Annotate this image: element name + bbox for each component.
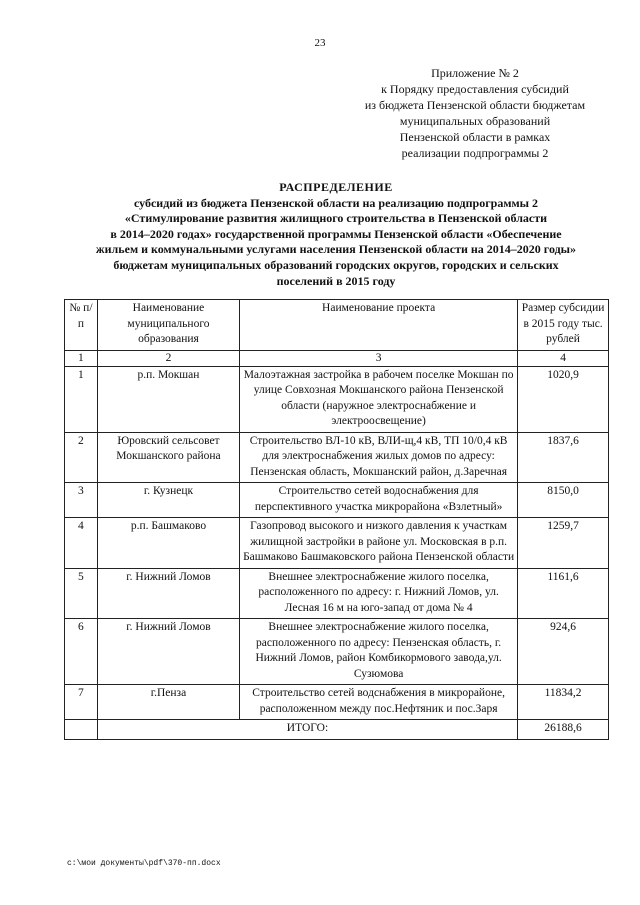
- table-row: [65, 483, 609, 518]
- row-amount: 1837,6: [518, 432, 609, 483]
- appendix-line: Приложение № 2: [431, 66, 519, 80]
- heading-line: в 2014–2020 годах» государственной программы Пензенской области «Обеспечение: [110, 226, 562, 241]
- footer-file-path: c:\мои документы\pdf\370-пп.docx: [67, 859, 221, 868]
- total-row: [65, 720, 609, 740]
- header-amount: Размер субсидии в 2015 году тыс. рублей: [518, 300, 609, 351]
- row-number: 1: [65, 366, 98, 432]
- row-project: Малоэтажная застройка в рабочем поселке Мокшан по улице Совхозная Мокшанского района Пензенской области (наружное электроснабжение и электроосвещение): [240, 366, 518, 432]
- appendix-line: муниципальных образований: [399, 114, 551, 128]
- column-number: 3: [240, 350, 518, 366]
- header-municipality: Наименование муниципального образования: [97, 300, 239, 351]
- row-municipality: р.п. Башмаково: [97, 518, 239, 569]
- row-project: Строительство ВЛ-10 кВ, ВЛИ-щ,4 кВ, ТП 10/0,4 кВ для электроснабжения жилых домов по адресу: Пензенская область, Мокшанский район, д.Заречная: [240, 432, 518, 483]
- total-label: ИТОГО:: [97, 720, 517, 740]
- heading-line: «Стимулирование развития жилищного строительства в Пензенской области: [124, 211, 548, 226]
- document-title: РАСПРЕДЕЛЕНИЕ: [279, 180, 393, 194]
- row-project: Строительство сетей водоснабжения для перспективного участка микрорайона «Взлетный»: [240, 483, 518, 518]
- row-project: Газопровод высокого и низкого давления к участкам жилищной застройки в районе ул. Московская в р.п. Башмаково Башмаковского района Пензенской области: [240, 518, 518, 569]
- row-amount: 1161,6: [518, 568, 609, 619]
- row-project: Внешнее электроснабжение жилого поселка, расположенного по адресу: г. Нижний Ломов, ул. Лесная 16 м на юго-запад от дома № 4: [240, 568, 518, 619]
- row-municipality: р.п. Мокшан: [97, 366, 239, 432]
- row-municipality: г. Нижний Ломов: [97, 619, 239, 685]
- column-number-row: [65, 350, 609, 366]
- column-number: 2: [97, 350, 239, 366]
- header-number: № п/п: [65, 300, 98, 351]
- total-amount: 26188,6: [518, 720, 609, 740]
- row-municipality: г.Пенза: [97, 685, 239, 720]
- table-row: [65, 432, 609, 483]
- heading-line: поселений в 2015 году: [276, 273, 396, 288]
- row-number: 6: [65, 619, 98, 685]
- column-number: 4: [518, 350, 609, 366]
- row-municipality: г. Нижний Ломов: [97, 568, 239, 619]
- document-heading: [64, 180, 608, 289]
- header-project: Наименование проекта: [240, 300, 518, 351]
- table-row: [65, 366, 609, 432]
- appendix-line: Пензенской области в рамках: [399, 130, 551, 144]
- row-number: 7: [65, 685, 98, 720]
- appendix-line: из бюджета Пензенской области бюджетам: [364, 98, 586, 112]
- appendix-line: реализации подпрограммы 2: [401, 146, 549, 160]
- row-amount: 11834,2: [518, 685, 609, 720]
- row-project: Внешнее электроснабжение жилого поселка, расположенного по адресу: Пензенская область, г. Нижний Ломов, район Комбикормового завода,ул. Сузюмова: [240, 619, 518, 685]
- heading-line: субсидий из бюджета Пензенской области на реализацию подпрограммы 2: [133, 195, 539, 210]
- row-amount: 8150,0: [518, 483, 609, 518]
- distribution-table: [64, 299, 609, 740]
- table-row: [65, 518, 609, 569]
- row-municipality: г. Кузнецк: [97, 483, 239, 518]
- table-row: [65, 685, 609, 720]
- appendix-line: к Порядку предоставления субсидий: [381, 82, 569, 96]
- total-empty-cell: [65, 720, 98, 740]
- row-number: 4: [65, 518, 98, 569]
- row-number: 3: [65, 483, 98, 518]
- row-municipality: Юровский сельсовет Мокшанского района: [97, 432, 239, 483]
- row-number: 2: [65, 432, 98, 483]
- row-amount: 1259,7: [518, 518, 609, 569]
- row-amount: 1020,9: [518, 366, 609, 432]
- page-number: 23: [314, 37, 326, 49]
- table-row: [65, 619, 609, 685]
- heading-line: бюджетам муниципальных образований городских округов, городских и сельских: [113, 257, 559, 272]
- row-number: 5: [65, 568, 98, 619]
- column-number: 1: [65, 350, 98, 366]
- table-row: [65, 568, 609, 619]
- appendix-block: [330, 65, 620, 161]
- heading-line: жильем и коммунальными услугами населения Пензенской области на 2014–2020 годы»: [95, 242, 577, 257]
- table-header-row: [65, 300, 609, 351]
- row-amount: 924,6: [518, 619, 609, 685]
- row-project: Строительство сетей водснабжения в микрорайоне, расположенном между пос.Нефтяник и пос.Заря: [240, 685, 518, 720]
